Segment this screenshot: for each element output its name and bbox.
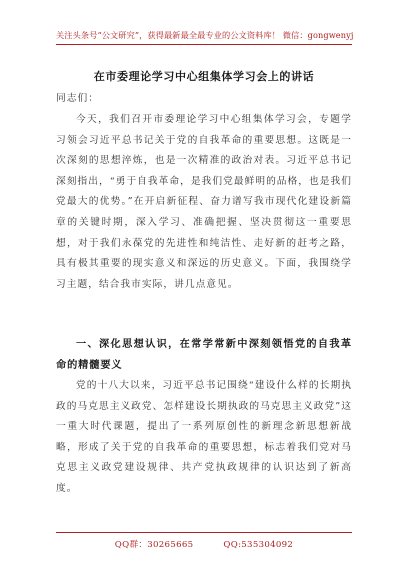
footer-qq-group: QQ群：30265665	[114, 540, 194, 550]
greeting: 同志们：	[56, 93, 99, 104]
section-heading-1: 一、深化思想认识，在常学常新中深刻领悟党的自我革命的精髓要义	[56, 338, 352, 371]
header-promo-text: 关注头条号“公文研究”，获得最新最全最专业的公文资料库！ 微信：gongwenyj	[56, 30, 354, 40]
document-title: 在市委理论学习中心组集体学习会上的讲话	[93, 70, 315, 83]
paragraph-section-1: 党的十八大以来，习近平总书记围绕“建设什么样的长期执政的马克思主义政党、怎样建设长期执政的马克思主义政党”这一重大时代课题，提出了一系列原创性的新理念新思想新战略，形成了关于党的自我革命的重要思想，标志着我们党对马克思主义政党建设规律、共产党执政规律的认识达到了新高度。	[56, 380, 352, 494]
footer-qq: QQ:535304092	[223, 540, 294, 550]
paragraph-intro: 今天，我们召开市委理论学习中心组集体学习会，专题学习领会习近平总书记关于党的自我革命的重要思想。这既是一次深刻的思想淬炼，也是一次精准的政治对表。习近平总书记深刻指出，“勇于自我革命，是我们党最鲜明的品格，也是我们党最大的优势。”在开启新征程、奋力谱写我市现代化建设新篇章的关键时期，深入学习、准确把握、坚决贯彻这一重要思想，对于我们永葆党的先进性和纯洁性、走好新的赶考之路，具有极其重要的现实意义和深远的历史意义。下面，我围绕学习主题，结合我市实际，讲几点意见。	[56, 114, 352, 290]
footer-contact	[56, 538, 352, 550]
header-divider	[56, 44, 352, 45]
footer-divider	[56, 532, 352, 533]
